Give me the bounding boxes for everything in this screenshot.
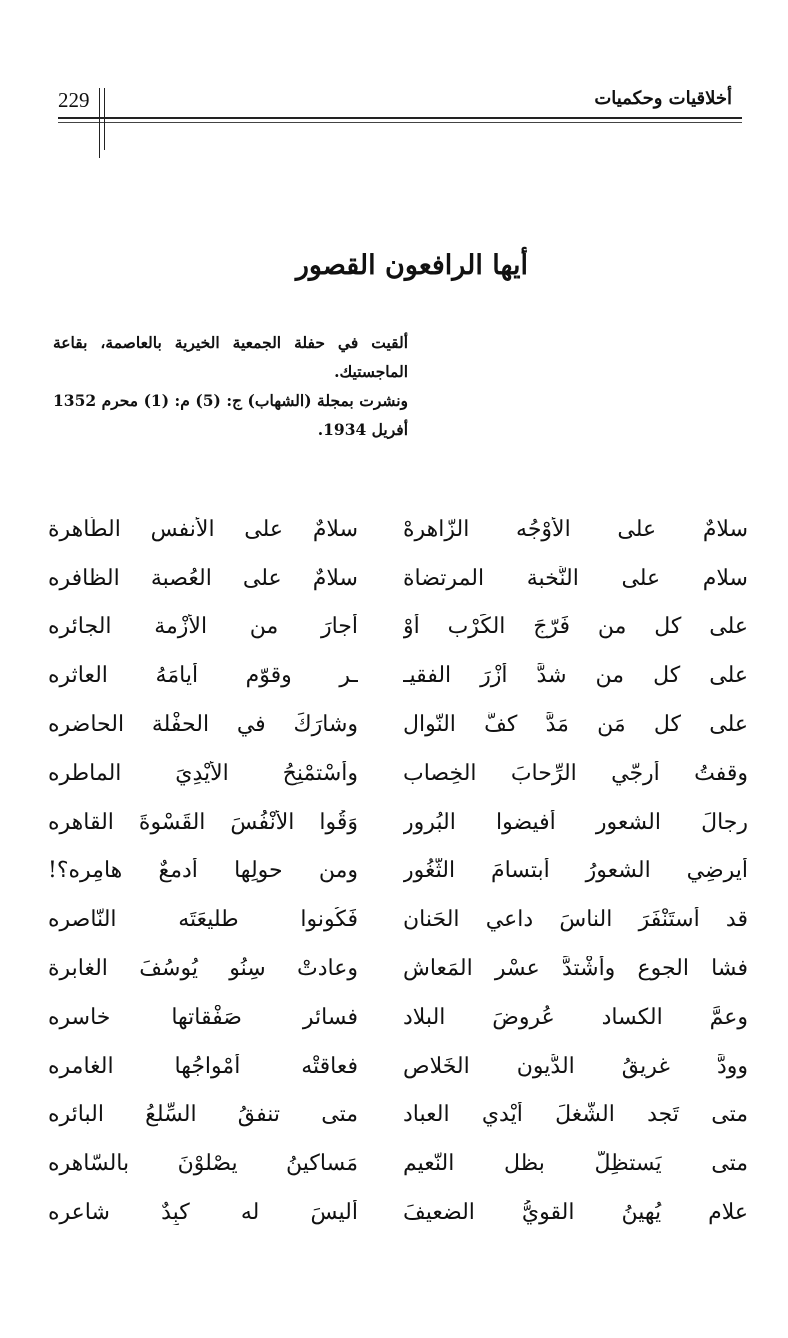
verse-line (48, 700, 748, 749)
verse-first-hemistich: على كل من فَرّجَ الكَرْب أوْ (403, 614, 748, 640)
verse-first-hemistich: وقفتُ أرجّي الرِّحابَ الخِصاب (403, 760, 748, 786)
verse-first-hemistich: قد أستَنْفَرَ الناسَ داعي الحَنان (403, 907, 748, 933)
verse-second-hemistich: أليسَ له كبِدٌ شاعره (48, 1200, 358, 1226)
verse-first-hemistich: سلام على النُّخبة المرتضاة (403, 565, 748, 591)
verse-line (48, 1139, 748, 1188)
verse-line (48, 993, 748, 1042)
header-rule-thick (58, 117, 742, 119)
verse-line (48, 651, 748, 700)
verse-first-hemistich: على كل من شدَّ أزْرَ الفقيـ (403, 663, 748, 689)
verse-line (48, 944, 748, 993)
verse-second-hemistich: سلامٌ على الأنفسِ الطّاهرة (48, 516, 358, 542)
verse-second-hemistich: ومن حولِها أدمعٌ هامِره؟! (48, 858, 358, 884)
verse-first-hemistich: فشا الجوع وأشْتدَّ عسْر المَعاش (403, 956, 748, 982)
verse-second-hemistich: وَقُوا الأنْفُسَ القَسْوةَ القاهره (48, 809, 358, 835)
verse-second-hemistich: متى تنفقُ السِّلعُ البائره (48, 1102, 358, 1128)
verse-first-hemistich: وعمَّ الكساد عُروضَ البلاد (403, 1004, 748, 1030)
verse-line (48, 847, 748, 896)
verse-second-hemistich: مَساكينُ يصْلوْنَ بالسّاهره (48, 1151, 358, 1177)
intro-recital-note: ألقيت في حفلة الجمعية الخيرية بالعاصمة، بقاعة الماجستيك. (53, 333, 408, 381)
poem-title: أيها الرافعون القصور (295, 250, 528, 281)
verse-line (48, 1188, 748, 1237)
verse-line (48, 749, 748, 798)
verse-line (48, 895, 748, 944)
verse-first-hemistich: رجالَ الشعور أفيضوا البُرور (403, 809, 748, 835)
verse-line (48, 505, 748, 554)
verse-first-hemistich: متى تَجد الشُّغلَ أيْدي العباد (403, 1102, 748, 1128)
verse-first-hemistich: أيرضِي الشعورُ أبتسامَ الثُّغُور (403, 858, 748, 884)
header-vertical-rule (99, 88, 100, 158)
header-rule-thin (58, 122, 742, 123)
running-title: أخلاقيات وحكميات (594, 88, 732, 109)
verse-second-hemistich: سلامٌ على العُصبة الظافره (48, 565, 358, 591)
verse-line (48, 603, 748, 652)
verse-first-hemistich: متى يَستظِلُّ بظل النّعيم (403, 1151, 748, 1177)
header-vertical-rule (104, 88, 105, 150)
verse-second-hemistich: فسائر صَفْقاتها خاسره (48, 1004, 358, 1030)
verse-line (48, 798, 748, 847)
verse-second-hemistich: ـرِ وقوّم أيامَهُ العاثره (48, 663, 358, 689)
verse-line (48, 1042, 748, 1091)
poem-verses (48, 505, 748, 1237)
verse-second-hemistich: فعاقتْه أمْواجُها الغامره (48, 1053, 358, 1079)
verse-first-hemistich: علام يُهينُ القويُّ الضعيفَ (403, 1200, 748, 1226)
poem-intro-note (53, 328, 408, 444)
verse-second-hemistich: وأسْتمْنِحُ الأيْدِيَ الماطره (48, 760, 358, 786)
verse-line (48, 554, 748, 603)
page-number: 229 (58, 88, 90, 112)
verse-line (48, 1091, 748, 1140)
verse-first-hemistich: وودَّ غريقُ الدُّيون الخَلاص (403, 1053, 748, 1079)
verse-second-hemistich: وعادتْ سِنُو يُوسُفَ الغابرة (48, 956, 358, 982)
verse-first-hemistich: على كل مَن مَدَّ كفَّ النّوال (403, 712, 748, 738)
verse-second-hemistich: فَكُونوا طليعَتَه النّاصره (48, 907, 358, 933)
verse-first-hemistich: سلامٌ على الأوْجُه الزّاهرهْ (403, 516, 748, 542)
verse-second-hemistich: أجارَ من الأزْمة الجائره (48, 614, 358, 640)
verse-second-hemistich: وشارَكَ في الحفْلة الحاضره (48, 712, 358, 738)
intro-publication-note: ونشرت بمجلة (الشهاب) ج: (5) م: (1) محرم 1352 أفريل 1934. (53, 391, 409, 439)
